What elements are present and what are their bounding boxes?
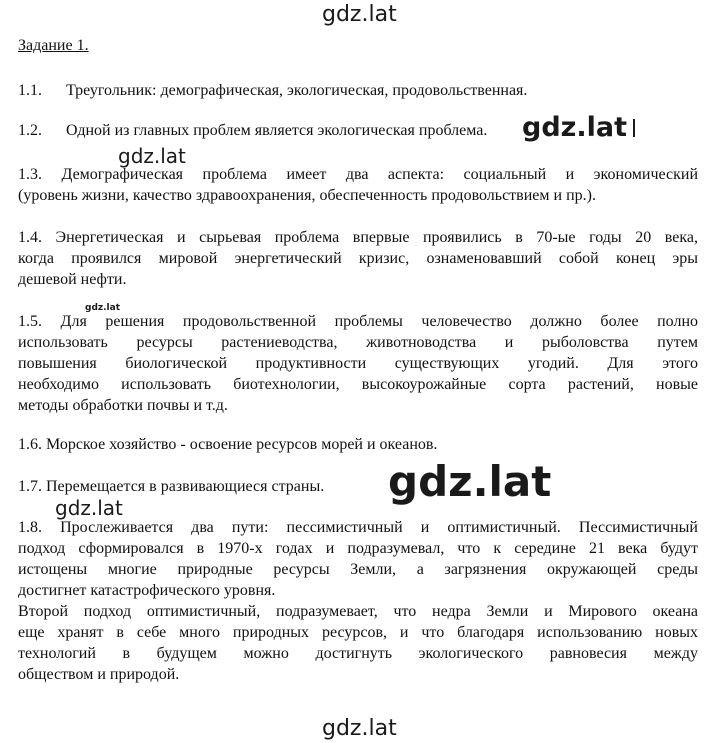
item-number: 1.1. (18, 82, 42, 99)
item-line: 1.4. Энергетическая и сырьевая проблема впервые проявились в 70-ые годы 20 века, (18, 229, 698, 246)
watermark-big: gdz.lat (388, 457, 552, 506)
item-text: Треугольник: демографическая, экологическая, продовольственная. (66, 82, 528, 99)
item-line: истощены многие природные ресурсы Земли, а загрязнения окружающей среды (18, 561, 698, 578)
item-line: 1.6. Морское хозяйство - освоение ресурсов морей и океанов. (18, 436, 438, 453)
item-number: 1.2. (18, 122, 42, 139)
watermark-near-1-8: gdz.lat (55, 496, 123, 520)
item-line: 1.3. Демографическая проблема имеет два аспекта: социальный и экономический (18, 166, 698, 183)
item-line: Второй подход оптимистичный, подразумевает, что недра Земли и Мирового океана (18, 603, 698, 620)
item-1-6 (18, 434, 698, 455)
item-text: Одной из главных проблем является экологическая проблема. (66, 122, 488, 139)
item-line: необходимо использовать биотехнологии, высокоурожайные сорта растений, новые (18, 376, 698, 393)
task-title: Задание 1. (18, 37, 89, 54)
item-line: подход сформировался в 1970-х годах и подразумевал, что к середине 21 века будут (18, 540, 698, 557)
item-1-8 (18, 517, 698, 685)
item-1-7 (18, 476, 698, 497)
watermark-near-1-3: gdz.lat (118, 144, 186, 168)
item-line: 1.5. Для решения продовольственной проблемы человечество должно более полно (18, 313, 698, 330)
item-line: 1.8. Прослеживается два пути: пессимистичный и оптимистичный. Пессимистичный (18, 519, 698, 536)
item-line: повышения биологической продуктивности существующих угодий. Для этого (18, 355, 698, 372)
item-line: когда проявился мировой энергетический кризис, ознаменовавший собой конец эры (18, 250, 698, 267)
item-line: обществом и природой. (18, 666, 180, 683)
item-line: достигнет катастрофического уровня. (18, 582, 276, 599)
item-line: еще хранят в себе много природных ресурсов, и что благодаря использованию новых (18, 624, 698, 641)
item-line: технологий в будущем можно достигнуть экологического равновесия между (18, 645, 698, 662)
watermark-near-1-2: gdz.lat (522, 114, 635, 141)
item-line: 1.7. Перемещается в развивающиеся страны. (18, 478, 325, 495)
item-line: методы обработки почвы и т.д. (18, 397, 228, 414)
watermark-top: gdz.lat (322, 2, 397, 27)
item-1-4 (18, 227, 698, 290)
item-1-1 (18, 80, 698, 101)
item-line: использовать ресурсы растениеводства, животноводства и рыболовства путем (18, 334, 698, 351)
item-1-3 (18, 164, 698, 206)
watermark-bottom: gdz.lat (322, 716, 397, 741)
item-1-5 (18, 311, 698, 416)
watermark-near-1-5: gdz.lat (85, 303, 121, 313)
item-line: дешевой нефти. (18, 271, 127, 288)
item-line: (уровень жизни, качество здравоохранения, обеспеченность продовольствием и пр.). (18, 187, 596, 204)
